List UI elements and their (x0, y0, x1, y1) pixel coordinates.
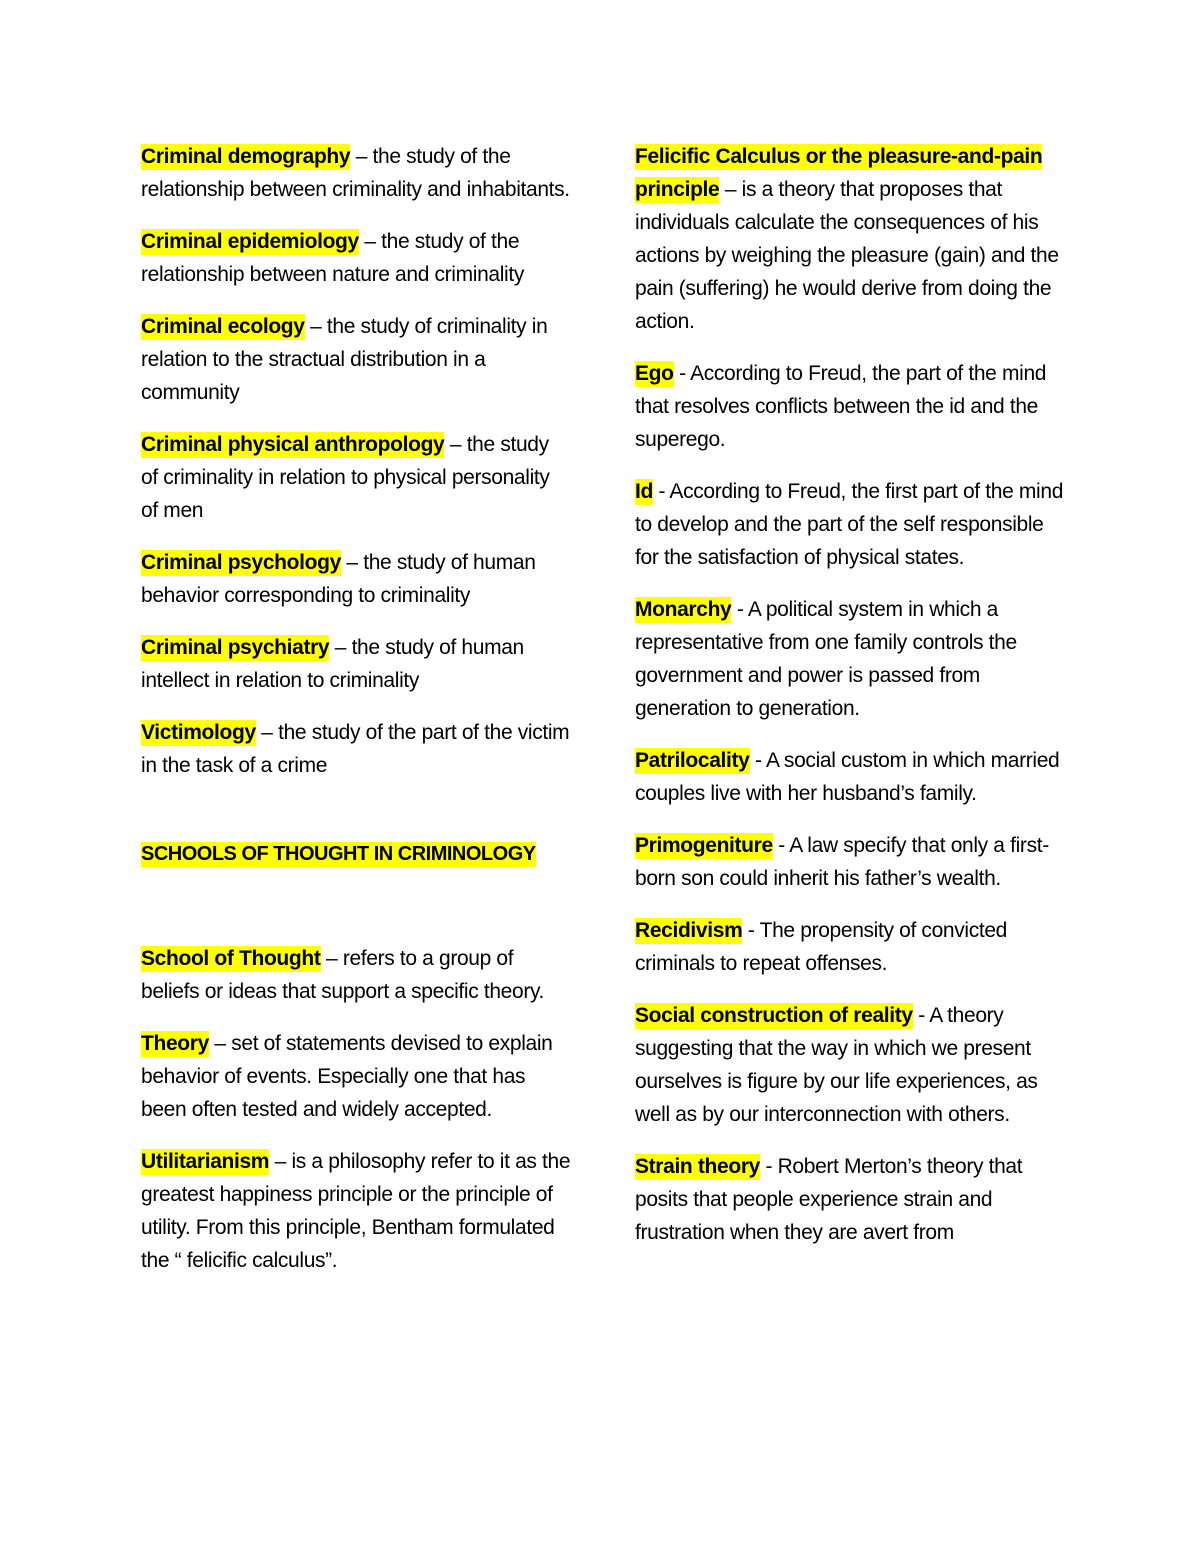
glossary-definition: – is a philosophy refer to it as the greatest happiness principle or the principle of utility. From this principle, Bentham formulated the “ felicific calculus”. (141, 1150, 571, 1272)
glossary-term: Criminal epidemiology (141, 230, 359, 253)
glossary-term: Primogeniture (635, 834, 773, 857)
glossary-definition: - A theory suggesting that the way in which we present ourselves is figure by our life experiences, as well as by our interconnection with others. (635, 1004, 1038, 1126)
glossary-term: Recidivism (635, 919, 743, 942)
glossary-entry (635, 744, 1065, 810)
left-column (141, 140, 571, 1296)
glossary-definition: – refers to a group of beliefs or ideas that support a specific theory. (141, 947, 545, 1003)
glossary-definition: – the study of human intellect in relation to criminality (141, 636, 524, 692)
glossary-term: Victimology (141, 721, 256, 744)
glossary-term: Utilitarianism (141, 1150, 270, 1173)
glossary-entry (141, 310, 571, 409)
glossary-term: Strain theory (635, 1155, 760, 1178)
glossary-entry (141, 1027, 571, 1126)
glossary-term: Criminal psychology (141, 551, 341, 574)
glossary-entry (141, 942, 571, 1008)
glossary-term: Theory (141, 1032, 209, 1055)
glossary-entry (141, 546, 571, 612)
glossary-definition: – the study of the part of the victim in the task of a crime (141, 721, 570, 777)
glossary-entry (635, 829, 1065, 895)
glossary-definition: – the study of the relationship between criminality and inhabitants. (141, 145, 570, 201)
glossary-definition: – the study of human behavior corresponding to criminality (141, 551, 536, 607)
glossary-definition: - According to Freud, the first part of the mind to develop and the part of the self responsible for the satisfaction of physical states. (635, 480, 1064, 569)
glossary-term: Social construction of reality (635, 1004, 913, 1027)
glossary-term: Criminal ecology (141, 315, 305, 338)
glossary-entry (635, 914, 1065, 980)
glossary-entry (635, 475, 1065, 574)
right-column (635, 140, 1065, 1268)
glossary-term: Criminal demography (141, 145, 351, 168)
glossary-term: Felicific Calculus or the pleasure-and-pain principle (635, 145, 1043, 201)
glossary-definition: – the study of criminality in relation to the stractual distribution in a community (141, 315, 548, 404)
glossary-entry (141, 140, 571, 206)
glossary-definition: – the study of the relationship between nature and criminality (141, 230, 525, 286)
glossary-entry (141, 716, 571, 782)
glossary-term: Ego (635, 362, 674, 385)
glossary-term: School of Thought (141, 947, 321, 970)
glossary-term: Patrilocality (635, 749, 750, 772)
glossary-entry (141, 631, 571, 697)
glossary-definition: - A social custom in which married couples live with her husband’s family. (635, 749, 1060, 805)
glossary-term: Criminal physical anthropology (141, 433, 445, 456)
glossary-entry (635, 357, 1065, 456)
blank-space (141, 871, 571, 942)
glossary-definition: - The propensity of convicted criminals to repeat offenses. (635, 919, 1007, 975)
glossary-group-criminology-branches (141, 140, 571, 782)
glossary-term: Monarchy (635, 598, 732, 621)
glossary-group-schools-of-thought (141, 942, 571, 1277)
blank-space (141, 782, 571, 838)
glossary-entry (635, 593, 1065, 725)
glossary-definition: - A political system in which a representative from one family controls the government and power is passed from generation to generation. (635, 598, 1017, 720)
glossary-term: Criminal psychiatry (141, 636, 330, 659)
glossary-entry (141, 428, 571, 527)
glossary-entry (635, 140, 1065, 338)
glossary-definition: – is a theory that proposes that individuals calculate the consequences of his actions by weighing the pleasure (gain) and the pain (suffering) he would derive from doing the action. (635, 178, 1059, 333)
glossary-definition: – set of statements devised to explain behavior of events. Especially one that has been often tested and widely accepted. (141, 1032, 553, 1121)
glossary-entry (635, 999, 1065, 1131)
glossary-definition: - Robert Merton’s theory that posits that people experience strain and frustration when they are avert from (635, 1155, 1023, 1244)
section-heading-text: SCHOOLS OF THOUGHT IN CRIMINOLOGY (141, 843, 536, 865)
glossary-definition: - According to Freud, the part of the mind that resolves conflicts between the id and the superego. (635, 362, 1047, 451)
glossary-entry (141, 225, 571, 291)
glossary-definition: - A law specify that only a first-born son could inherit his father’s wealth. (635, 834, 1049, 890)
glossary-definition: – the study of criminality in relation to physical personality of men (141, 433, 550, 522)
section-heading (141, 838, 571, 871)
glossary-entry (141, 1145, 571, 1277)
glossary-entry (635, 1150, 1065, 1249)
glossary-term: Id (635, 480, 653, 503)
